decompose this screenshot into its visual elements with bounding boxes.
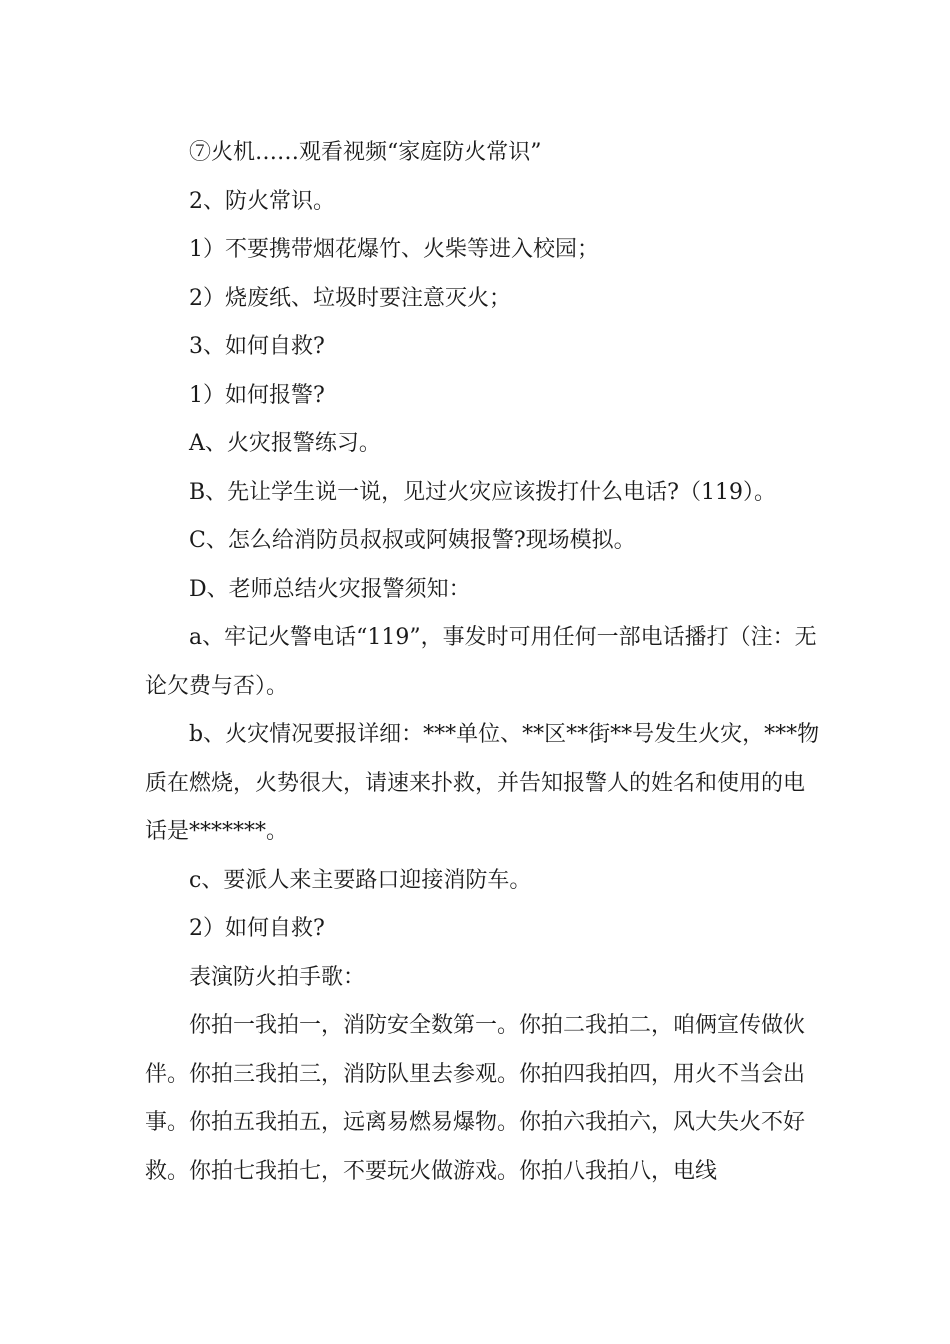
note-item-a-remember-119: a、牢记火警电话“119”，事发时可用任何一部电话播打（注：无论欠费与否）。 xyxy=(145,625,817,699)
list-item-a-practice: A、火灾报警练习。 xyxy=(189,431,381,456)
list-item-b-phone-number: B、先让学生说一说，见过火灾应该拨打什么电话?（119）。 xyxy=(189,479,776,505)
paragraph-clapping-song-intro: 表演防火拍手歌： xyxy=(189,964,366,990)
list-item-burning-paper: 2）烧废纸、垃圾时要注意灭火； xyxy=(189,285,511,311)
note-item-c-meet-fire-truck: c、要派人来主要路口迎接消防车。 xyxy=(189,867,532,893)
subheading-self-rescue: 2）如何自救? xyxy=(189,916,325,941)
subheading-how-to-report: 1）如何报警? xyxy=(189,382,325,408)
document-body xyxy=(145,129,820,1196)
paragraph-clapping-song: 你拍一我拍一，消防安全数第一。你拍二我拍二，咱俩宣传做伙伴。你拍三我拍三，消防队里去参观。你拍四我拍四，用火不当会出事。你拍五我拍五，远离易燃易爆物。你拍六我拍六，风大失火不好救。你拍七我拍七，不要玩火做游戏。你拍八我拍八，电线 xyxy=(145,1013,806,1184)
note-item-b-report-details: b、火灾情况要报详细：***单位、**区**街**号发生火灾，***物质在燃烧，火势很大，请速来扑救，并告知报警人的姓名和使用的电话是*******。 xyxy=(145,722,820,844)
heading-self-rescue: 3、如何自救? xyxy=(189,334,325,359)
list-item-d-summary: D、老师总结火灾报警须知： xyxy=(189,576,471,602)
paragraph-video-note: ⑦火机……观看视频“家庭防火常识” xyxy=(189,140,542,165)
list-item-c-simulation: C、怎么给消防员叔叔或阿姨报警?现场模拟。 xyxy=(189,528,636,553)
heading-fire-prevention-knowledge: 2、防火常识。 xyxy=(189,188,335,214)
list-item-no-fireworks: 1）不要携带烟花爆竹、火柴等进入校园； xyxy=(189,237,599,262)
